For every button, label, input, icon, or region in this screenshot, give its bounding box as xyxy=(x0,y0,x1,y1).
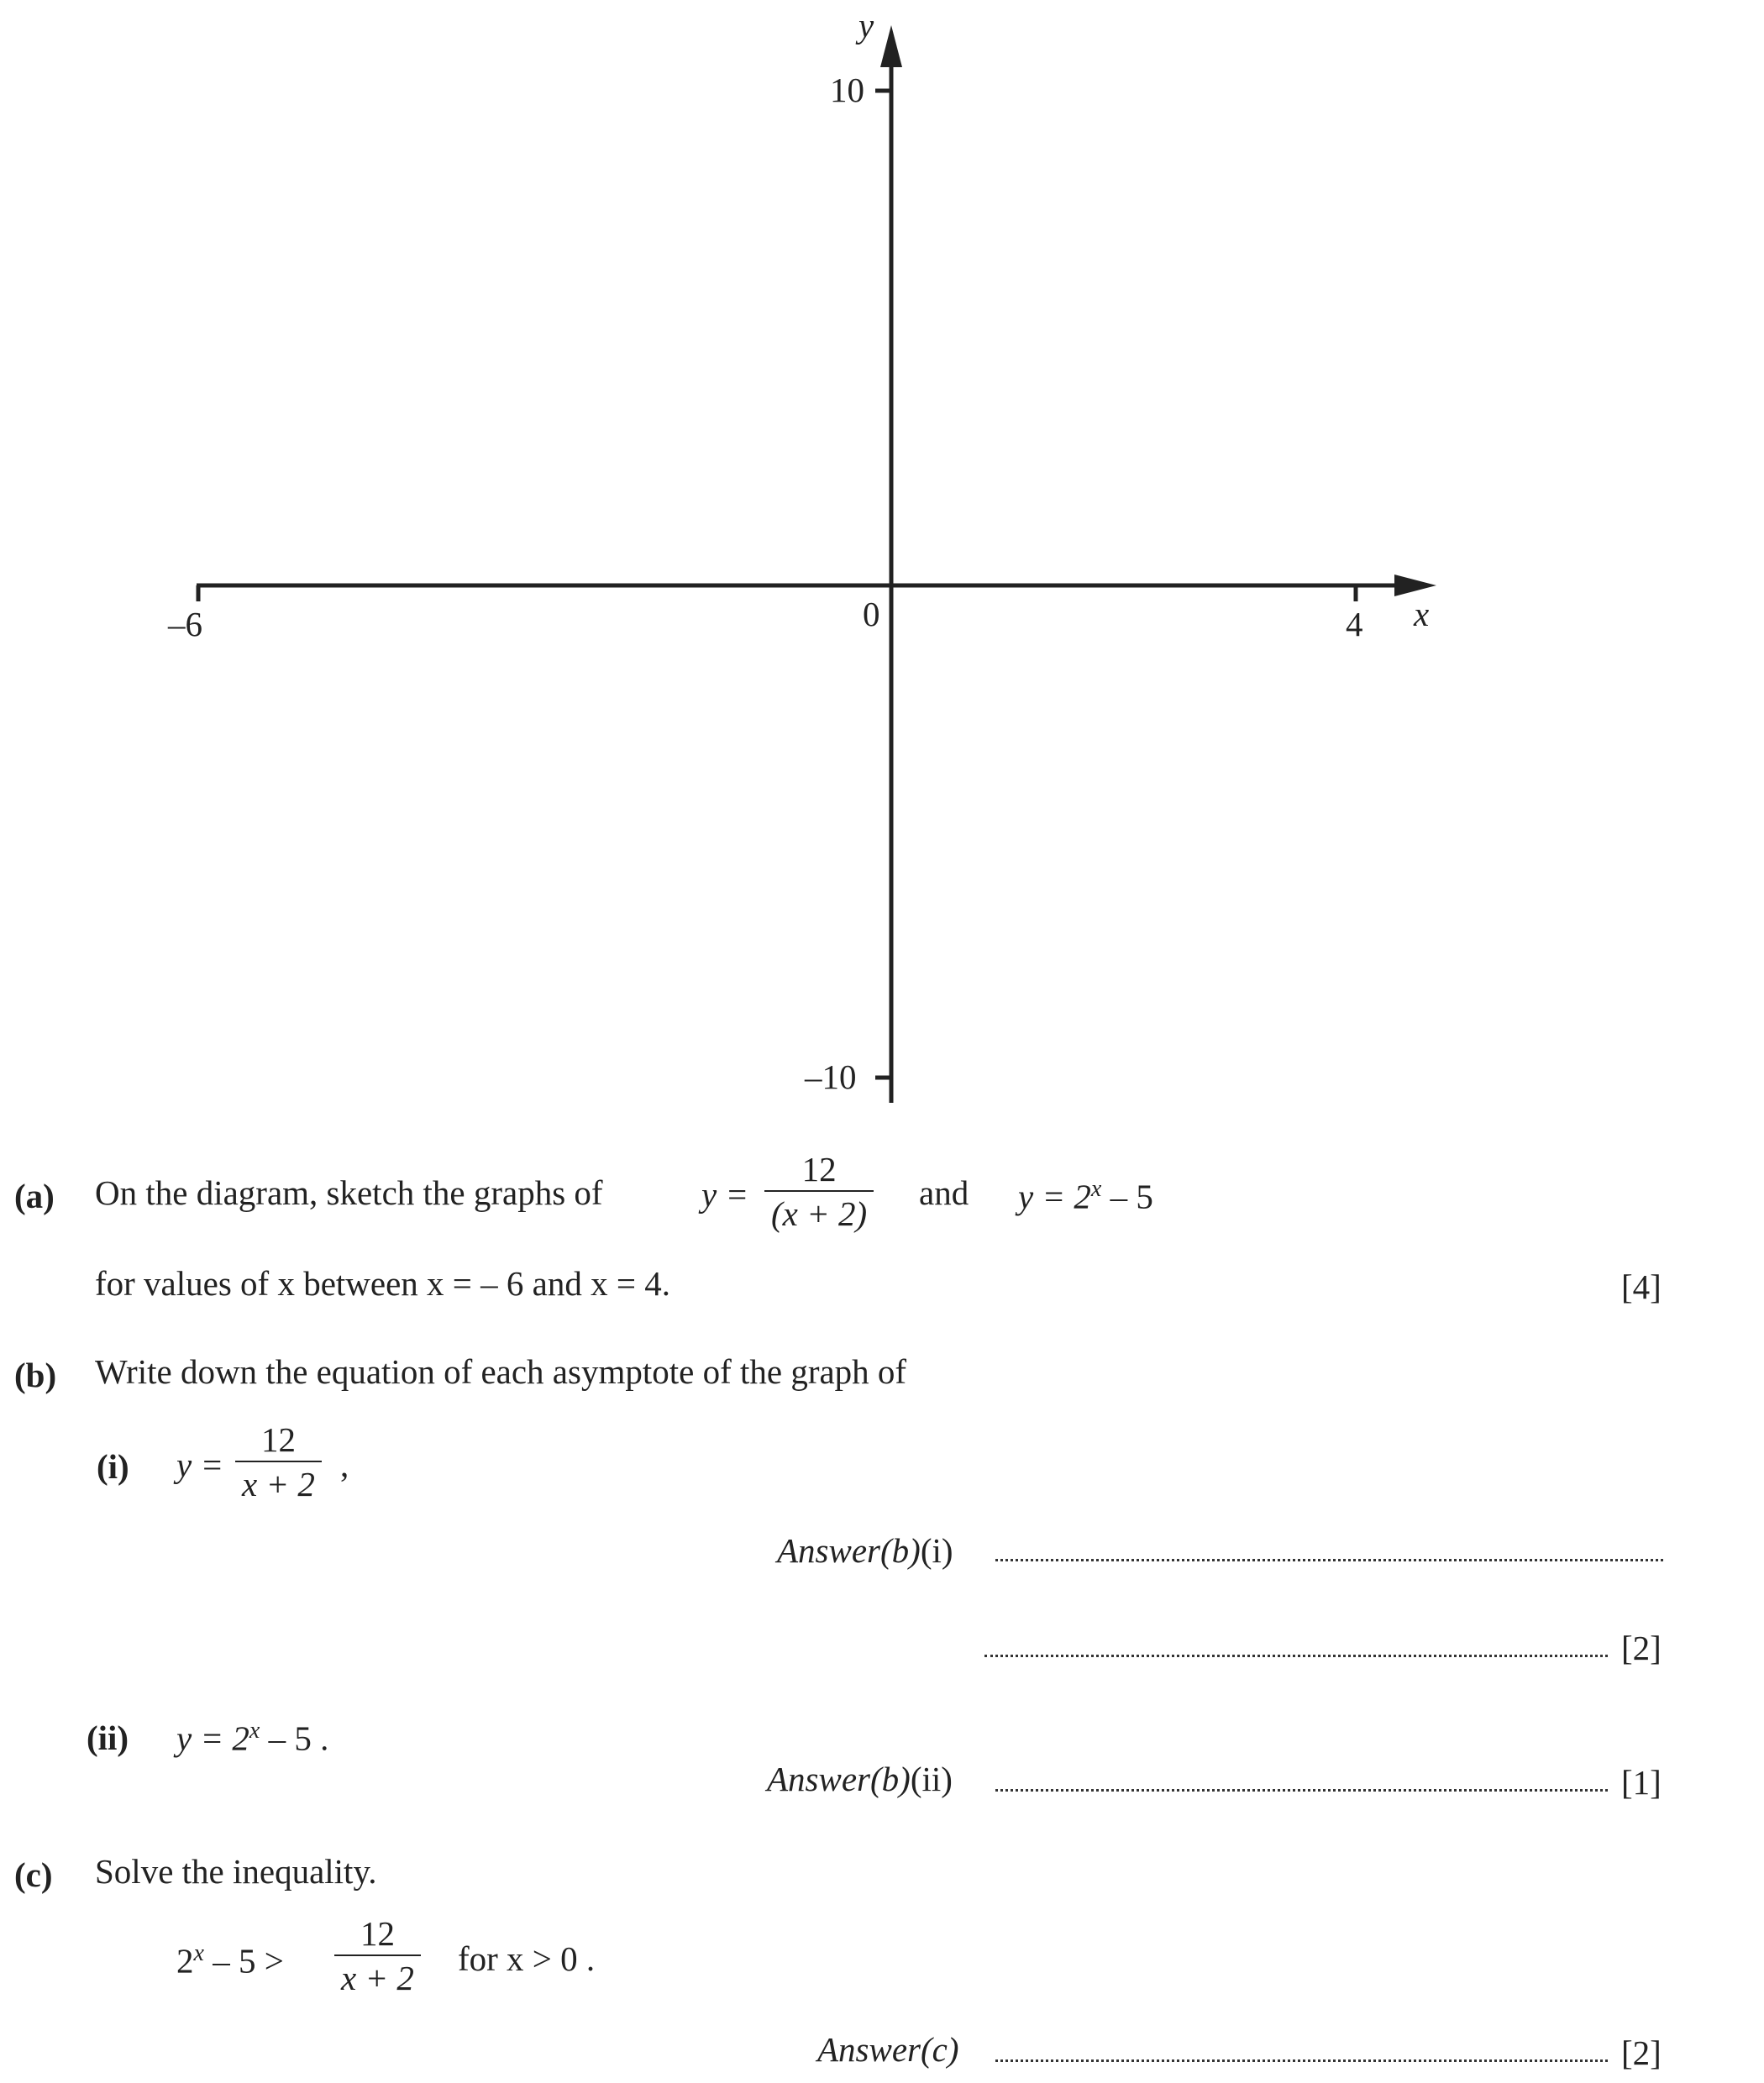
part-c-numerator: 12 xyxy=(360,1914,395,1953)
part-b-i-fraction xyxy=(235,1420,322,1503)
part-a-text: On the diagram, sketch the graphs of xyxy=(95,1173,603,1212)
answer-b-ii-line[interactable] xyxy=(995,1789,1608,1792)
part-c-denominator: x + 2 xyxy=(334,1954,421,1996)
part-a-line2: for values of x between x = – 6 and x = 4. xyxy=(95,1264,670,1303)
y-min-label: –10 xyxy=(805,1057,857,1096)
y-axis-arrow xyxy=(880,25,902,67)
answer-c-line[interactable] xyxy=(995,2059,1608,2062)
part-c-marks: [2] xyxy=(1621,2033,1662,2072)
part-a-eq1-denominator: (x + 2) xyxy=(764,1190,874,1231)
part-a-eq1-fraction xyxy=(764,1152,874,1231)
part-a-eq1-y: y = xyxy=(701,1175,749,1214)
answer-b-ii-italic: Answer(b) xyxy=(767,1760,911,1798)
x-axis-label: x xyxy=(1414,595,1430,633)
answer-b-ii-roman: (ii) xyxy=(910,1760,953,1798)
x-max-label: 4 xyxy=(1346,605,1363,643)
answer-b-i-line-1[interactable] xyxy=(995,1559,1663,1561)
part-b-i-denominator: x + 2 xyxy=(235,1461,322,1502)
part-b-ii-tail: – 5 . xyxy=(260,1718,329,1758)
x-axis-arrow xyxy=(1394,575,1436,596)
part-c-label: (c) xyxy=(14,1855,53,1894)
part-b-i-numerator: 12 xyxy=(260,1420,296,1459)
part-a-and: and xyxy=(919,1173,969,1212)
answer-b-ii-label xyxy=(767,1762,953,1797)
part-b-ii-eq xyxy=(176,1719,328,1756)
part-a-label: (a) xyxy=(14,1177,55,1215)
part-c-text: Solve the inequality. xyxy=(95,1852,377,1891)
part-b-i-comma: , xyxy=(340,1446,349,1484)
part-c-fraction xyxy=(334,1914,421,1997)
part-a-eq2-exponent: x xyxy=(1090,1176,1102,1202)
part-b-i-label: (i) xyxy=(97,1447,129,1486)
part-c-condition: for x > 0 . xyxy=(458,1939,596,1978)
part-b-ii-label: (ii) xyxy=(87,1718,129,1757)
answer-c-label: Answer(c) xyxy=(817,2030,959,2069)
part-c-inequality-left xyxy=(176,1942,284,1979)
part-b-i-marks: [2] xyxy=(1621,1629,1662,1667)
origin-label: 0 xyxy=(863,595,880,633)
part-b-ii-exponent: x xyxy=(249,1718,260,1744)
part-a-eq2-tail: – 5 xyxy=(1101,1177,1153,1216)
part-b-text: Write down the equation of each asymptote of the graph of xyxy=(95,1352,907,1391)
y-max-label: 10 xyxy=(830,71,864,109)
part-b-ii-marks: [1] xyxy=(1621,1763,1662,1802)
part-b-i-y: y = xyxy=(176,1446,224,1484)
part-c-exponent: x xyxy=(193,1940,204,1966)
part-c-mid: – 5 > xyxy=(203,1941,284,1981)
part-a-eq2 xyxy=(1018,1178,1153,1215)
part-a-eq1-numerator: 12 xyxy=(801,1150,837,1188)
answer-b-i-italic: Answer(b) xyxy=(777,1531,921,1570)
answer-b-i-label xyxy=(777,1531,953,1570)
part-c-base: 2 xyxy=(176,1941,194,1981)
part-a-marks: [4] xyxy=(1621,1267,1662,1306)
part-b-ii-y: y = 2 xyxy=(176,1718,249,1758)
part-b-label: (b) xyxy=(14,1356,57,1394)
answer-b-i-line-2[interactable] xyxy=(984,1655,1608,1657)
answer-b-i-roman: (i) xyxy=(920,1531,953,1570)
x-min-label: –6 xyxy=(168,605,202,643)
y-axis-label: y xyxy=(858,6,874,45)
part-a-eq2-y: y = 2 xyxy=(1018,1177,1091,1216)
